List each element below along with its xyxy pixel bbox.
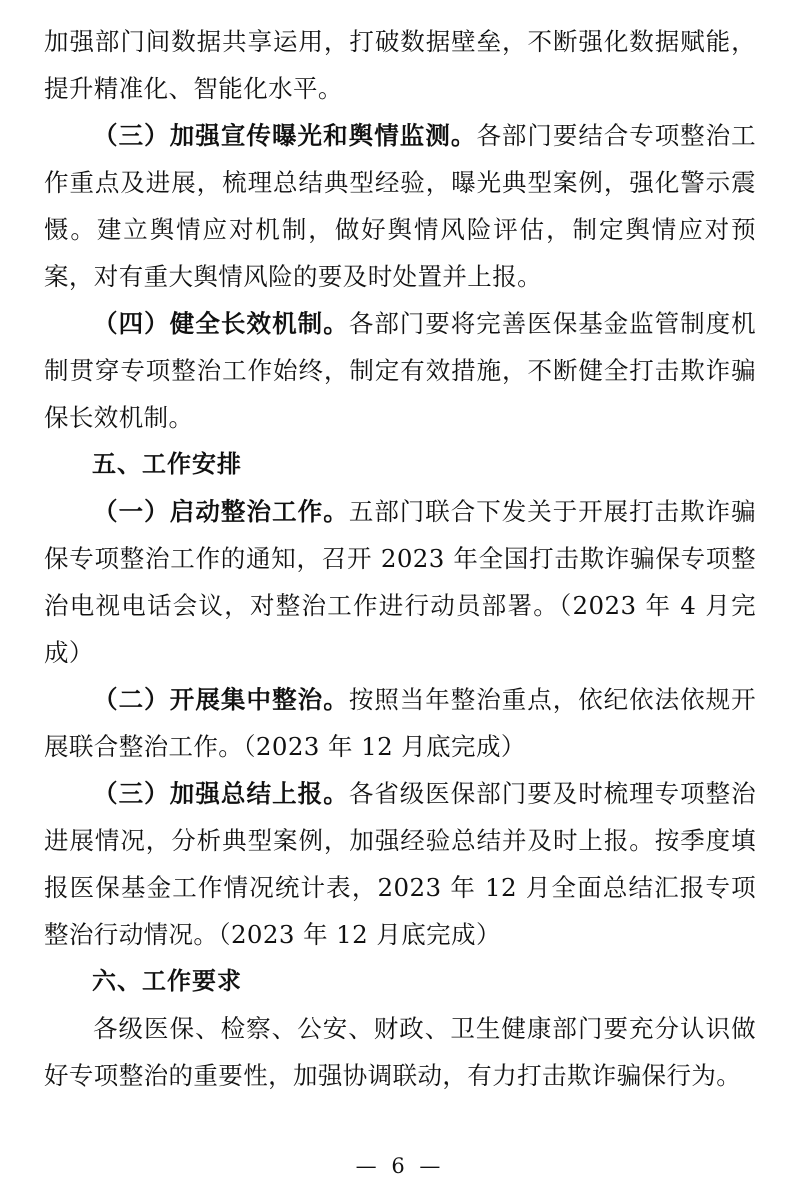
- paragraph-item-1-launch: [44, 488, 756, 676]
- paragraph-lead: （二）开展集中整治。: [93, 685, 349, 714]
- paragraph-item-3-publicity: [44, 112, 756, 300]
- paragraph-text: 各部门要结合专项整治工作重点及进展，梳理总结典型经验，曝光典型案例，强化警示震慑。建立舆情应对机制，做好舆情风险评估，制定舆情应对预案，对有重大舆情风险的要及时处置并上报。: [44, 121, 757, 291]
- paragraph-text: 五部门联合下发关于开展打击欺诈骗保专项整治工作的通知，召开 2023 年全国打击欺诈骗保专项整治电视电话会议，对整治工作进行动员部署。（2023 年 4 月完成）: [44, 497, 756, 667]
- paragraph-lead: （一）启动整治工作。: [93, 497, 349, 526]
- paragraph-continuation: 加强部门间数据共享运用，打破数据壁垒，不断强化数据赋能，提升精准化、智能化水平。: [44, 27, 756, 103]
- document-body: [44, 18, 756, 1099]
- page-number: — 6 —: [355, 1154, 445, 1178]
- section-heading-six: 六、工作要求: [92, 967, 242, 995]
- paragraph-text: 按照当年整治重点，依纪依法依规开展联合整治工作。（2023 年 12 月底完成）: [44, 685, 756, 761]
- paragraph-lead: （四）健全长效机制。: [93, 309, 349, 338]
- paragraph-item-4-mechanism: [44, 300, 756, 441]
- paragraph-requirements: 各级医保、检察、公安、财政、卫生健康部门要充分认识做好专项整治的重要性，加强协调联动，有力打击欺诈骗保行为。: [44, 1014, 756, 1090]
- paragraph-lead: （三）加强宣传曝光和舆情监测。: [93, 121, 477, 150]
- paragraph-item-2-concentrated: [44, 676, 756, 770]
- paragraph-item-3-reporting: [44, 770, 756, 958]
- paragraph-lead: （三）加强总结上报。: [93, 779, 349, 808]
- paragraph-text: 各省级医保部门要及时梳理专项整治进展情况，分析典型案例，加强经验总结并及时上报。按季度填报医保基金工作情况统计表，2023 年 12 月全面总结汇报专项整治行动情况。（2023 年 12 月底完成）: [44, 779, 756, 949]
- paragraph-text: 各部门要将完善医保基金监管制度机制贯穿专项整治工作始终，制定有效措施，不断健全打击欺诈骗保长效机制。: [44, 309, 756, 432]
- section-heading-five: 五、工作安排: [92, 450, 242, 478]
